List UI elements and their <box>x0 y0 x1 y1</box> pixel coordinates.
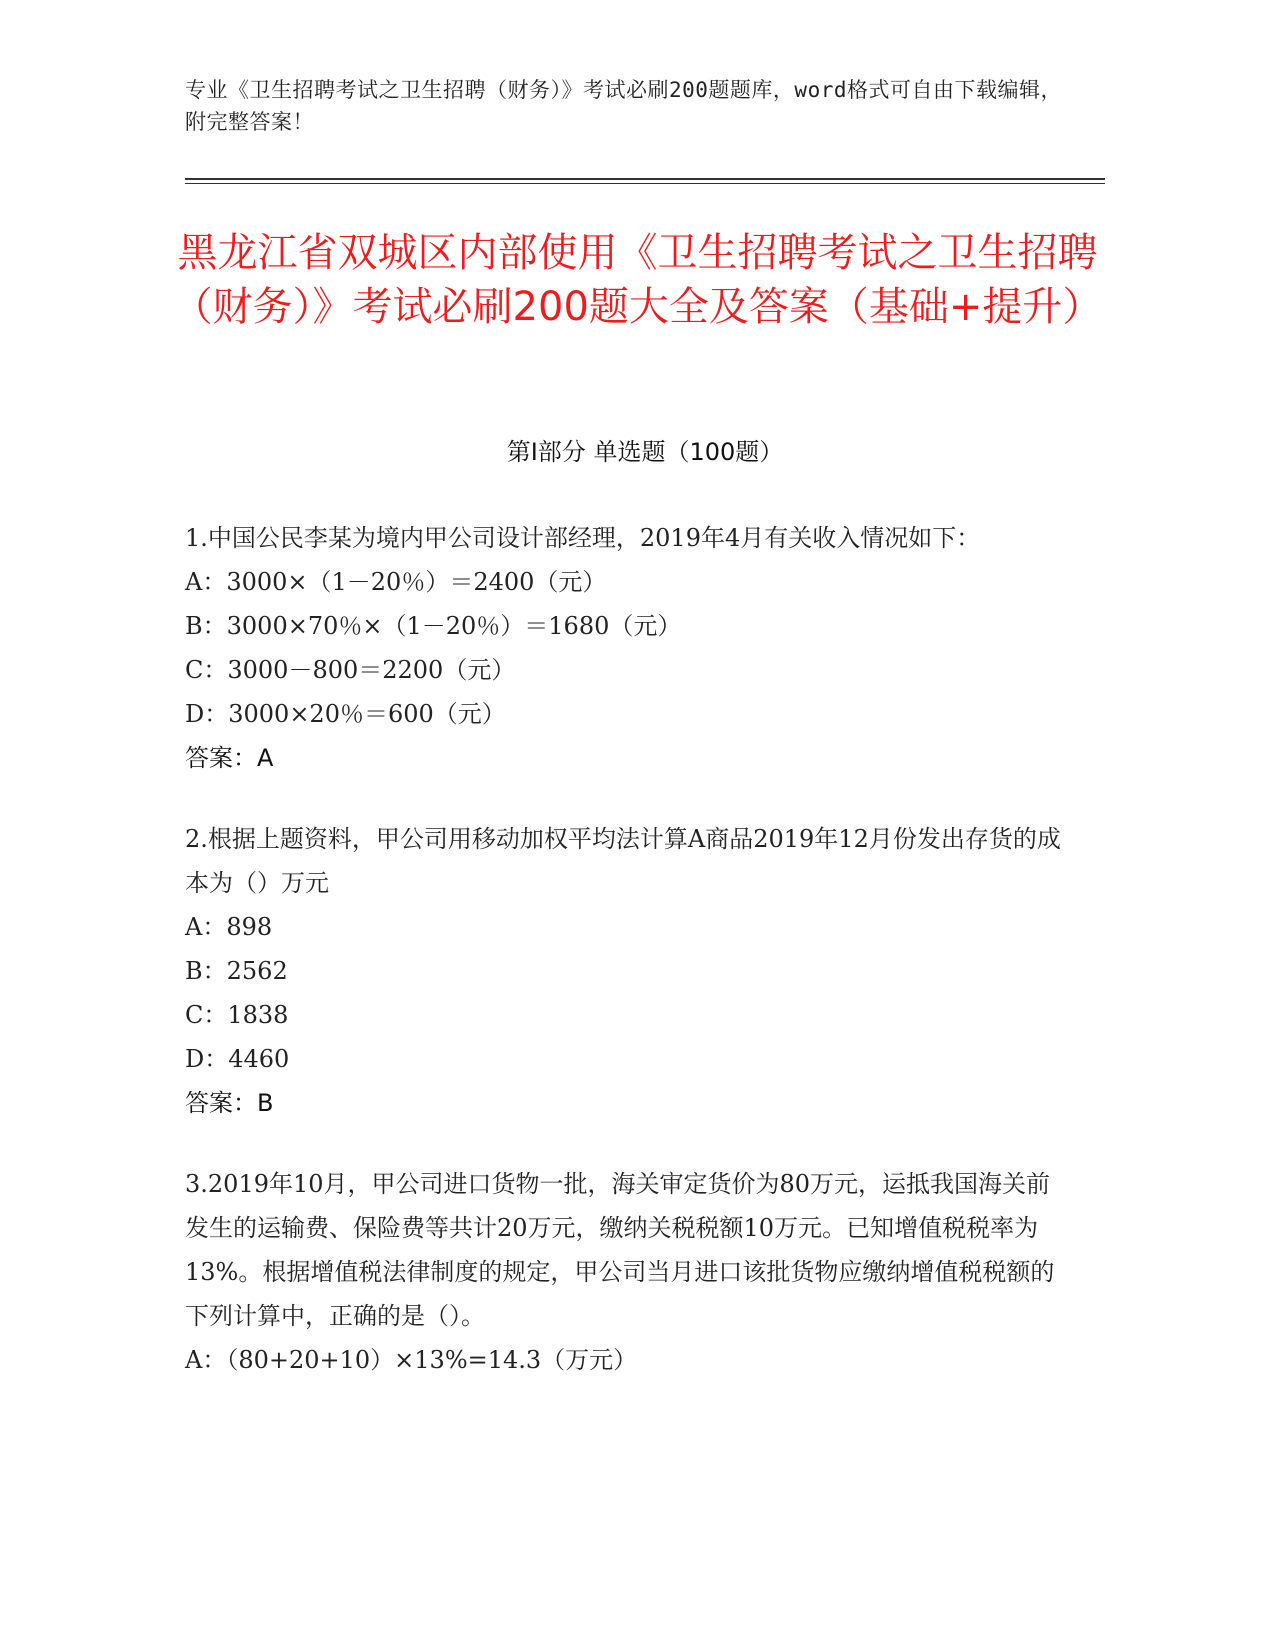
question-1 <box>185 516 1065 780</box>
section-heading: 第Ⅰ部分 单选题（100题） <box>506 438 784 466</box>
option-b: B：3000×70％×（1－20％）＝1680（元） <box>185 612 682 640</box>
answer-line: 答案：A <box>185 744 274 772</box>
answer-line: 答案：B <box>185 1089 274 1117</box>
document-title: 黑龙江省双城区内部使用《卫生招聘考试之卫生招聘（财务）》考试必刷200题大全及答案（基础+提升） <box>172 230 1103 330</box>
header-note: 专业《卫生招聘考试之卫生招聘（财务）》考试必刷200题题库，word格式可自由下载编辑，附完整答案！ <box>185 78 1062 134</box>
option-b: B：2562 <box>185 957 288 985</box>
question-stem: 1.中国公民李某为境内甲公司设计部经理，2019年4月有关收入情况如下： <box>185 524 981 552</box>
option-a: A：898 <box>185 913 273 941</box>
question-stem: 3.2019年10月，甲公司进口货物一批，海关审定货价为80万元，运抵我国海关前发生的运输费、保险费等共计20万元，缴纳关税税额10万元。已知增值税税率为13%。根据增值税法律制度的规定，甲公司当月进口该批货物应缴纳增值税税额的下列计算中，正确的是（）。 <box>185 1170 1055 1330</box>
option-d: D：3000×20％＝600（元） <box>185 700 506 728</box>
header-divider-thin <box>185 183 1105 184</box>
question-list <box>185 516 1065 1419</box>
option-a: A：3000×（1－20％）＝2400（元） <box>185 568 607 596</box>
header-divider-thick <box>185 178 1105 180</box>
option-a: A：（80+20+10）×13%=14.3（万元） <box>185 1346 638 1374</box>
question-2 <box>185 817 1065 1125</box>
question-3 <box>185 1162 1065 1382</box>
option-c: C：1838 <box>185 1001 289 1029</box>
question-stem: 2.根据上题资料，甲公司用移动加权平均法计算A商品2019年12月份发出存货的成本为（）万元 <box>185 825 1061 897</box>
option-d: D：4460 <box>185 1045 290 1073</box>
option-c: C：3000－800＝2200（元） <box>185 656 516 684</box>
